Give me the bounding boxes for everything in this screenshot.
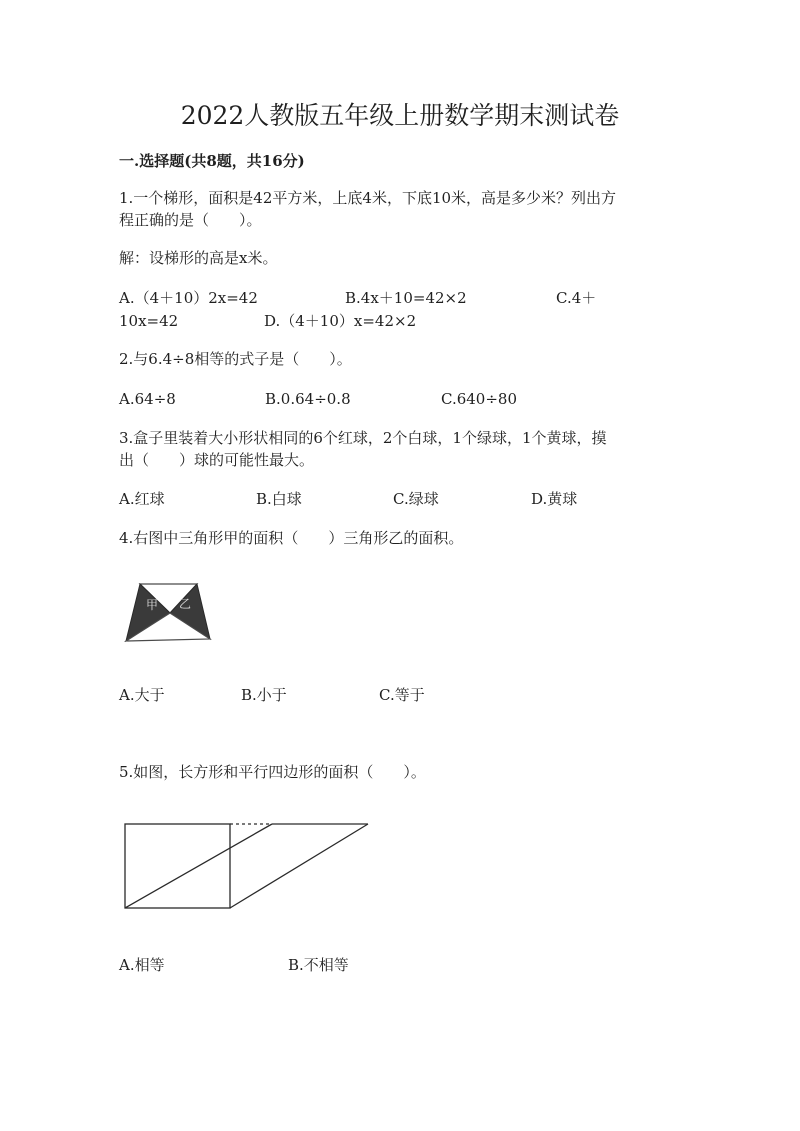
question-1-option-c: C.4＋ [556,289,597,307]
question-1-note: 解：设梯形的高是x米。 [119,249,278,267]
question-3-option-c: C.绿球 [393,490,439,508]
rectangle-parallelogram-figure [120,818,375,914]
question-1-option-a: A.（4＋10）2x=42 [119,289,258,307]
question-1-text-line-1: 1.一个梯形，面积是42平方米，上底4米，下底10米，高是多少米？列出方 [119,189,617,207]
question-3-option-a: A.红球 [119,490,165,508]
question-1-option-b: B.4x＋10=42×2 [345,289,467,307]
question-4-text: 4.右图中三角形甲的面积（ ）三角形乙的面积。 [119,529,464,547]
question-5-option-a: A.相等 [119,956,165,974]
triangles-figure [122,582,214,644]
question-4-option-c: C.等于 [379,686,425,704]
question-4-option-b: B.小于 [241,686,287,704]
label-jia: 甲 [146,598,159,612]
question-3-option-b: B.白球 [256,490,302,508]
question-2-option-a: A.64÷8 [119,390,176,408]
section-heading: 一.选择题(共8题，共16分) [119,152,305,170]
question-1-option-c-cont: 10x=42 [119,312,179,330]
question-4-option-a: A.大于 [119,686,165,704]
question-2-option-c: C.640÷80 [441,390,517,408]
question-3-text-line-1: 3.盒子里装着大小形状相同的6个红球，2个白球，1个绿球，1个黄球，摸 [119,429,607,447]
rectangle [125,824,230,908]
question-1-option-d: D.（4＋10）x=42×2 [264,312,417,330]
question-1-text-line-2: 程正确的是（ ）。 [119,211,262,229]
question-3-text-line-2: 出（ ）球的可能性最大。 [119,451,315,469]
question-2-option-b: B.0.64÷0.8 [265,390,351,408]
page-title: 2022人教版五年级上册数学期末测试卷 [180,101,620,130]
question-5-text: 5.如图，长方形和平行四边形的面积（ ）。 [119,763,426,781]
question-5-option-b: B.不相等 [288,956,349,974]
question-3-option-d: D.黄球 [531,490,578,508]
label-yi: 乙 [179,597,192,611]
question-2-text: 2.与6.4÷8相等的式子是（ ）。 [119,350,352,368]
